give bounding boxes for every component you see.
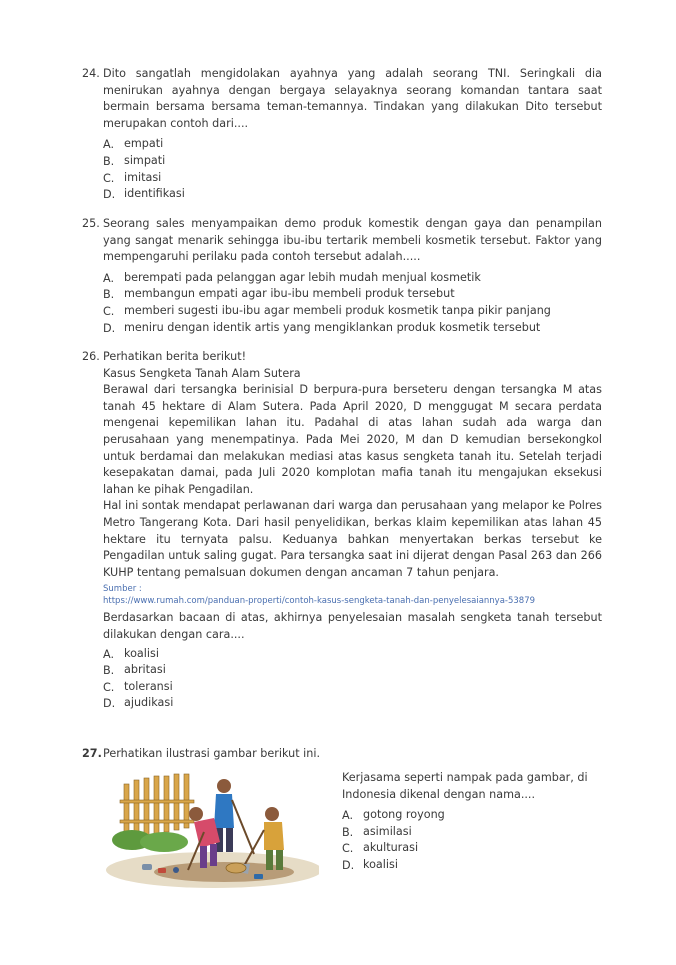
question-number: 27. xyxy=(82,747,102,760)
options-list xyxy=(103,270,602,336)
source-link[interactable]: https://www.rumah.com/panduan-properti/contoh-kasus-sengketa-tanah-dan-penyelesaiannya-53879 xyxy=(103,596,536,607)
option-c[interactable]: C. memberi sugesti ibu-ibu agar membeli produk kosmetik tanpa pikir panjang xyxy=(103,303,551,318)
option-b[interactable]: B. abritasi xyxy=(103,663,166,678)
question-number: 25. xyxy=(82,217,100,230)
option-c[interactable]: C. imitasi xyxy=(103,170,162,185)
question-24 xyxy=(82,66,602,203)
option-d[interactable]: D. meniru dengan identik artis yang mengiklankan produk kosmetik tersebut xyxy=(103,320,541,335)
question-26 xyxy=(82,349,602,712)
option-a[interactable]: A. koalisi xyxy=(103,646,159,661)
option-c[interactable]: C. akulturasi xyxy=(342,841,419,856)
question-intro: Perhatikan berita berikut! xyxy=(103,350,247,363)
article-title: Kasus Sengketa Tanah Alam Sutera xyxy=(103,366,301,380)
question-intro: Perhatikan ilustrasi gambar berikut ini. xyxy=(103,747,321,760)
option-b[interactable]: B. asimilasi xyxy=(342,824,412,839)
option-d[interactable]: D. ajudikasi xyxy=(103,696,174,711)
question-number: 24. xyxy=(82,67,100,80)
question-25 xyxy=(82,216,602,336)
option-b[interactable]: B. simpati xyxy=(103,153,166,168)
option-a[interactable]: A. empati xyxy=(103,137,164,152)
gotong-royong-illustration xyxy=(104,770,319,890)
option-d[interactable]: D. identifikasi xyxy=(103,187,185,202)
question-text: Berdasarkan bacaan di atas, akhirnya penyelesaian masalah sengketa tanah tersebut dilakukan dengan cara.... xyxy=(103,611,602,641)
article-paragraph-2: Hal ini sontak mendapat perlawanan dari warga dan perusahaan yang melapor ke Polres Metro Tangerang Kota. Dari hasil penyelidikan, berkas klaim kepemilikan atas lahan 45 hektare itu ternyata palsu. Keduanya bahkan menyertakan berkas tersebut ke Pengadilan untuk saling gugat. Para tersangka saat ini dijerat dengan Pasal 263 dan 266 KUHP tentang pemalsuan dokumen dengan ancaman 7 tahun penjara. xyxy=(103,499,602,579)
option-c[interactable]: C. toleransi xyxy=(103,679,173,694)
options-list xyxy=(103,646,602,712)
article-paragraph-1: Berawal dari tersangka berinisial D berpura-pura berseteru dengan tersangka M atas tanah 45 hektare di Alam Sutera. Pada April 2020, D menggugat M secara perdata mengenai kepemilikan lahan itu. Padahal di atas lahan sudah ada warga dan perusahaan yang menempatinya. Pada Mei 2020, M dan D kemudian bersekongkol untuk berdamai dan melakukan mediasi atas kasus sengketa tanah itu. Setelah terjadi kesepakatan damai, pada Juli 2020 komplotan mafia tanah itu mengajukan eksekusi lahan ke pihak Pengadilan. xyxy=(103,383,602,496)
source-label: Sumber : xyxy=(103,584,142,595)
question-text: Kerjasama seperti nampak pada gambar, di Indonesia dikenal dengan nama.... xyxy=(342,771,588,801)
question-text: Dito sangatlah mengidolakan ayahnya yang adalah seorang TNI. Seringkali dia menirukan ayahnya dengan bergaya selayaknya seorang komandan tantara saat bermain bersama bersama teman-temannya. Tindakan yang dilakukan Dito tersebut merupakan contoh dari.... xyxy=(103,67,602,130)
question-text: Seorang sales menyampaikan demo produk komestik dengan gaya dan penampilan yang sangat menarik sehingga ibu-ibu tertarik membeli kosmetik tersebut. Faktor yang mempengaruhi perilaku pada contoh tersebut adalah..... xyxy=(103,217,602,264)
options-list xyxy=(342,807,617,873)
option-a[interactable]: A. gotong royong xyxy=(342,808,445,823)
option-a[interactable]: A. berempati pada pelanggan agar lebih mudah menjual kosmetik xyxy=(103,270,481,285)
question-number: 26. xyxy=(82,350,100,363)
question-27 xyxy=(82,746,602,763)
option-d[interactable]: D. koalisi xyxy=(342,857,398,872)
option-b[interactable]: B. membangun empati agar ibu-ibu membeli produk tersebut xyxy=(103,287,455,302)
options-list xyxy=(103,136,602,202)
question-27-content xyxy=(342,770,617,874)
